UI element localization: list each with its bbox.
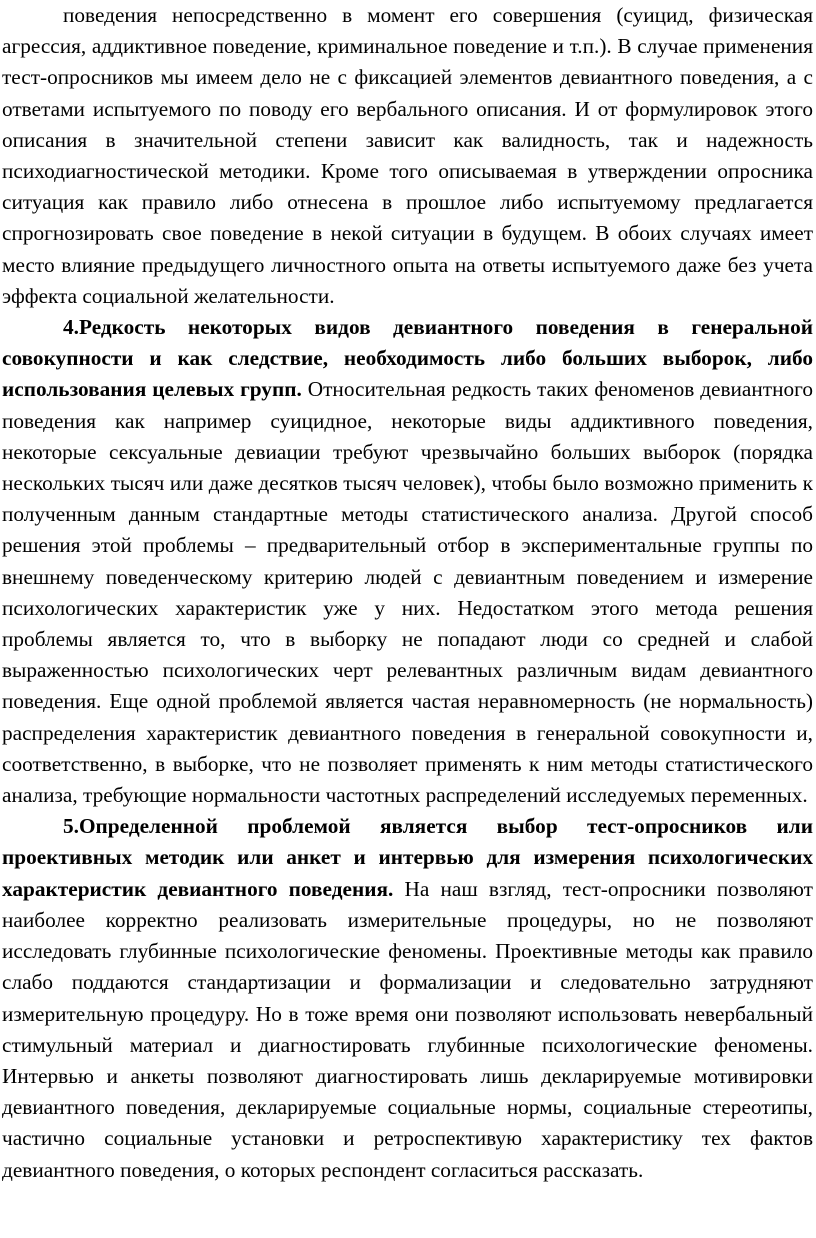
paragraph-item-5 bbox=[2, 811, 813, 1185]
item-4-heading: 4.Редкость некоторых видов девиантного поведения в генеральной совокупности и как следствие, необходимость либо больших выборок, либо использования целевых групп. bbox=[2, 315, 813, 402]
paragraph-continuation bbox=[2, 0, 813, 312]
paragraph-item-4 bbox=[2, 312, 813, 811]
paragraph-text: поведения непосредственно в момент его совершения (суицид, физическая агрессия, аддиктивное поведение, криминальное поведение и т.п.). В случае применения тест-опросников мы имеем дело не с фиксацией элементов девиантного поведения, а с ответами испытуемого по поводу его вербального описания. И от формулировок этого описания в значительной степени зависит как валидность, так и надежность психодиагностической методики. Кроме того описываемая в утверждении опросника ситуация как правило либо отнесена в прошлое либо испытуемому предлагается спрогнозировать свое поведение в некой ситуации в будущем. В обоих случаях имеет место влияние предыдущего личностного опыта на ответы испытуемого даже без учета эффекта социальной желательности. bbox=[2, 3, 813, 308]
item-5-heading: 5.Определенной проблемой является выбор тест-опросников или проективных методик или анкет и интервью для измерения психологических характеристик девиантного поведения. bbox=[2, 814, 813, 901]
item-4-body: Относительная редкость таких феноменов девиантного поведения как например суицидное, некоторые виды аддиктивного поведения, некоторые сексуальные девиации требуют чрезвычайно больших выборок (порядка нескольких тысяч или даже десятков тысяч человек), чтобы было возможно применить к полученным данным стандартные методы статистического анализа. Другой способ решения этой проблемы – предварительный отбор в экспериментальные группы по внешнему поведенческому критерию людей с девиантным поведением и измерение психологических характеристик уже у них. Недостатком этого метода решения проблемы является то, что в выборку не попадают люди со средней и слабой выраженностью психологических черт релевантных различным видам девиантного поведения. Еще одной проблемой является частая неравномерность (не нормальность) распределения характеристик девиантного поведения в генеральной совокупности и, соответственно, в выборке, что не позволяет применять к ним методы статистического анализа, требующие нормальности частотных распределений исследуемых переменных. bbox=[2, 377, 813, 808]
item-5-body: На наш взгляд, тест-опросники позволяют наиболее корректно реализовать измерительные процедуры, но не позволяют исследовать глубинные психологические феномены. Проективные методы как правило слабо поддаются стандартизации и формализации и следовательно затрудняют измерительную процедуру. Но в тоже время они позволяют использовать невербальный стимульный материал и диагностировать глубинные психологические феномены. Интервью и анкеты позволяют диагностировать лишь декларируемые мотивировки девиантного поведения, декларируемые социальные нормы, социальные стереотипы, частично социальные установки и ретроспективую характеристику тех фактов девиантного поведения, о которых респондент согласиться рассказать. bbox=[2, 876, 813, 1182]
